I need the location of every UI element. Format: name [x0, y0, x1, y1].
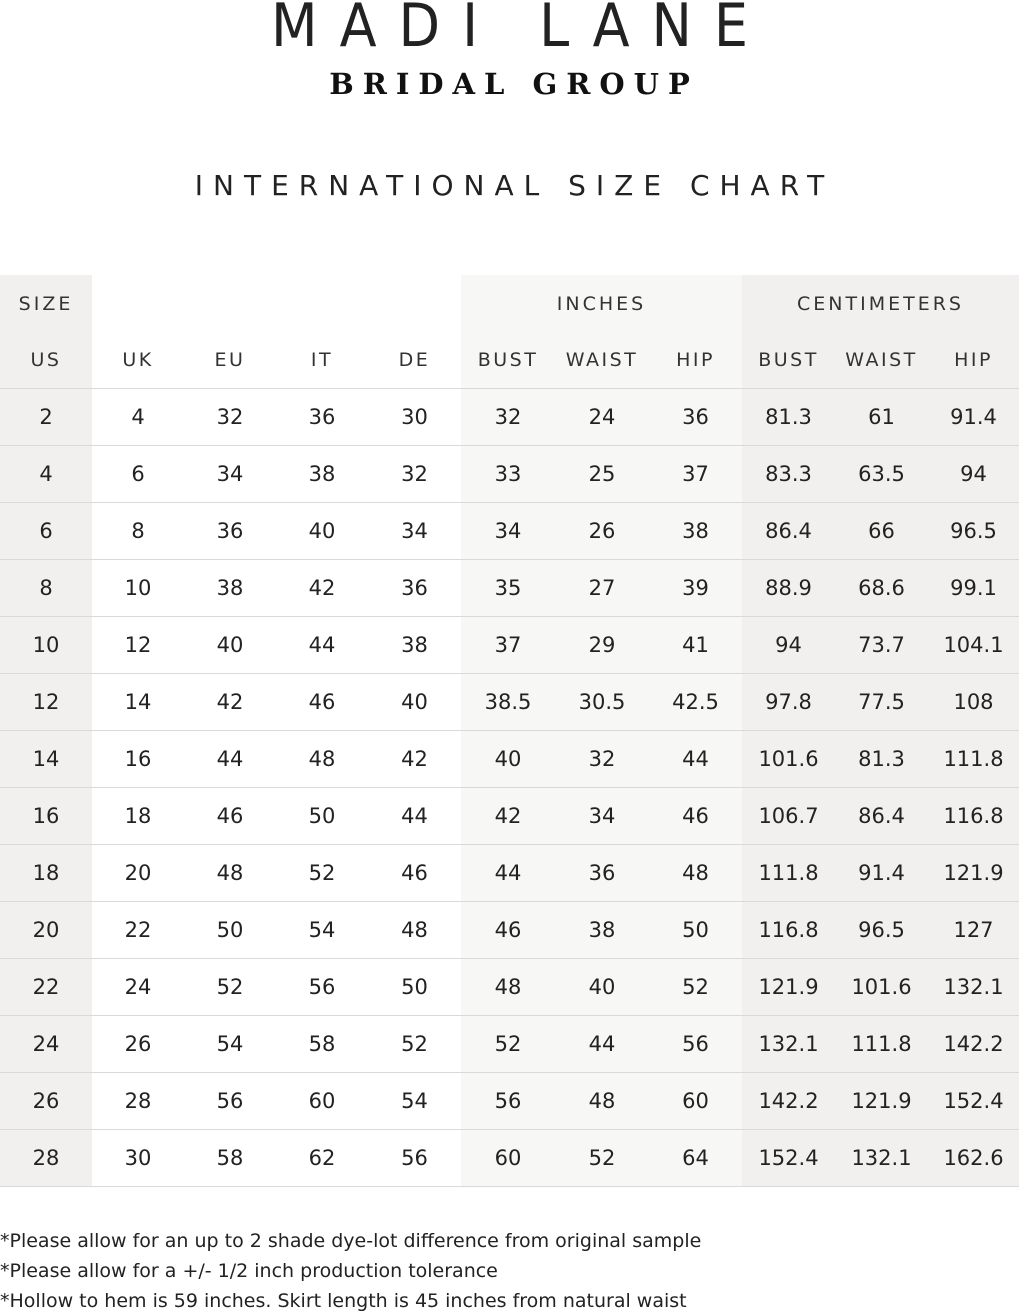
cell-bust-in: 33	[461, 446, 555, 503]
cell-us: 2	[0, 389, 92, 446]
cell-de: 38	[368, 617, 461, 674]
cell-de: 34	[368, 503, 461, 560]
cell-de: 30	[368, 389, 461, 446]
cell-bust-in: 38.5	[461, 674, 555, 731]
cell-de: 50	[368, 959, 461, 1016]
column-header-waist-in: WAIST	[555, 332, 649, 389]
group-header-size: SIZE	[0, 275, 92, 332]
table-row	[0, 731, 1019, 788]
cell-uk: 24	[92, 959, 184, 1016]
cell-hip-in: 39	[649, 560, 742, 617]
cell-eu: 50	[184, 902, 276, 959]
cell-waist-in: 30.5	[555, 674, 649, 731]
cell-bust-cm: 97.8	[742, 674, 835, 731]
cell-it: 62	[276, 1130, 368, 1187]
cell-waist-in: 29	[555, 617, 649, 674]
cell-uk: 6	[92, 446, 184, 503]
cell-it: 38	[276, 446, 368, 503]
cell-de: 48	[368, 902, 461, 959]
group-header-blank	[92, 275, 461, 332]
table-row	[0, 446, 1019, 503]
cell-hip-in: 64	[649, 1130, 742, 1187]
cell-waist-in: 32	[555, 731, 649, 788]
cell-hip-cm: 152.4	[928, 1073, 1019, 1130]
cell-us: 4	[0, 446, 92, 503]
cell-hip-in: 36	[649, 389, 742, 446]
cell-it: 56	[276, 959, 368, 1016]
cell-uk: 22	[92, 902, 184, 959]
cell-bust-in: 46	[461, 902, 555, 959]
cell-de: 32	[368, 446, 461, 503]
cell-us: 8	[0, 560, 92, 617]
cell-waist-cm: 101.6	[835, 959, 928, 1016]
cell-hip-cm: 111.8	[928, 731, 1019, 788]
cell-waist-in: 40	[555, 959, 649, 1016]
cell-waist-cm: 68.6	[835, 560, 928, 617]
cell-eu: 40	[184, 617, 276, 674]
cell-it: 42	[276, 560, 368, 617]
column-header-bust-in: BUST	[461, 332, 555, 389]
cell-bust-in: 35	[461, 560, 555, 617]
footnotes	[0, 1226, 1019, 1316]
cell-waist-in: 52	[555, 1130, 649, 1187]
cell-waist-in: 34	[555, 788, 649, 845]
cell-waist-cm: 77.5	[835, 674, 928, 731]
cell-waist-cm: 61	[835, 389, 928, 446]
cell-bust-in: 48	[461, 959, 555, 1016]
cell-uk: 8	[92, 503, 184, 560]
table-row	[0, 1073, 1019, 1130]
table-row	[0, 1130, 1019, 1187]
cell-hip-cm: 99.1	[928, 560, 1019, 617]
cell-us: 28	[0, 1130, 92, 1187]
cell-hip-in: 48	[649, 845, 742, 902]
table-row	[0, 788, 1019, 845]
column-header-hip-in: HIP	[649, 332, 742, 389]
cell-hip-in: 38	[649, 503, 742, 560]
cell-bust-cm: 106.7	[742, 788, 835, 845]
cell-de: 40	[368, 674, 461, 731]
cell-it: 48	[276, 731, 368, 788]
cell-bust-cm: 121.9	[742, 959, 835, 1016]
cell-waist-cm: 96.5	[835, 902, 928, 959]
cell-it: 52	[276, 845, 368, 902]
cell-hip-cm: 108	[928, 674, 1019, 731]
cell-bust-cm: 101.6	[742, 731, 835, 788]
cell-de: 54	[368, 1073, 461, 1130]
cell-eu: 48	[184, 845, 276, 902]
cell-eu: 58	[184, 1130, 276, 1187]
cell-waist-cm: 132.1	[835, 1130, 928, 1187]
cell-waist-in: 48	[555, 1073, 649, 1130]
group-header-row	[0, 275, 1019, 332]
cell-waist-cm: 73.7	[835, 617, 928, 674]
cell-bust-in: 32	[461, 389, 555, 446]
brand-subtitle: BRIDAL GROUP	[329, 67, 699, 101]
cell-it: 40	[276, 503, 368, 560]
table-row	[0, 902, 1019, 959]
brand-name: MADI LANE	[271, 0, 770, 61]
cell-hip-in: 56	[649, 1016, 742, 1073]
cell-waist-in: 27	[555, 560, 649, 617]
cell-uk: 16	[92, 731, 184, 788]
cell-bust-in: 34	[461, 503, 555, 560]
cell-eu: 42	[184, 674, 276, 731]
cell-de: 52	[368, 1016, 461, 1073]
group-header-centimeters: CENTIMETERS	[742, 275, 1019, 332]
cell-waist-cm: 86.4	[835, 788, 928, 845]
cell-eu: 38	[184, 560, 276, 617]
cell-waist-in: 36	[555, 845, 649, 902]
cell-us: 14	[0, 731, 92, 788]
table-row	[0, 503, 1019, 560]
table-row	[0, 560, 1019, 617]
cell-hip-cm: 94	[928, 446, 1019, 503]
cell-hip-in: 52	[649, 959, 742, 1016]
cell-us: 6	[0, 503, 92, 560]
page-title: INTERNATIONAL SIZE CHART	[194, 169, 835, 202]
cell-hip-cm: 132.1	[928, 959, 1019, 1016]
cell-us: 20	[0, 902, 92, 959]
cell-bust-in: 37	[461, 617, 555, 674]
table-row	[0, 389, 1019, 446]
cell-us: 22	[0, 959, 92, 1016]
cell-us: 26	[0, 1073, 92, 1130]
cell-hip-cm: 116.8	[928, 788, 1019, 845]
cell-uk: 28	[92, 1073, 184, 1130]
cell-waist-in: 38	[555, 902, 649, 959]
cell-it: 58	[276, 1016, 368, 1073]
cell-bust-in: 52	[461, 1016, 555, 1073]
cell-hip-cm: 127	[928, 902, 1019, 959]
cell-eu: 54	[184, 1016, 276, 1073]
column-header-hip-cm: HIP	[928, 332, 1019, 389]
cell-waist-in: 44	[555, 1016, 649, 1073]
cell-uk: 26	[92, 1016, 184, 1073]
cell-uk: 18	[92, 788, 184, 845]
cell-hip-cm: 162.6	[928, 1130, 1019, 1187]
column-header-waist-cm: WAIST	[835, 332, 928, 389]
cell-eu: 46	[184, 788, 276, 845]
cell-waist-cm: 111.8	[835, 1016, 928, 1073]
column-header-eu: EU	[184, 332, 276, 389]
cell-hip-in: 37	[649, 446, 742, 503]
cell-hip-cm: 96.5	[928, 503, 1019, 560]
column-header-uk: UK	[92, 332, 184, 389]
cell-bust-cm: 81.3	[742, 389, 835, 446]
cell-bust-in: 44	[461, 845, 555, 902]
cell-hip-in: 42.5	[649, 674, 742, 731]
cell-hip-in: 60	[649, 1073, 742, 1130]
cell-de: 44	[368, 788, 461, 845]
cell-de: 46	[368, 845, 461, 902]
cell-hip-in: 44	[649, 731, 742, 788]
cell-bust-in: 56	[461, 1073, 555, 1130]
cell-bust-in: 42	[461, 788, 555, 845]
cell-it: 50	[276, 788, 368, 845]
cell-uk: 20	[92, 845, 184, 902]
table-row	[0, 674, 1019, 731]
cell-us: 18	[0, 845, 92, 902]
cell-it: 54	[276, 902, 368, 959]
cell-bust-cm: 88.9	[742, 560, 835, 617]
cell-de: 36	[368, 560, 461, 617]
cell-uk: 30	[92, 1130, 184, 1187]
cell-de: 56	[368, 1130, 461, 1187]
column-header-de: DE	[368, 332, 461, 389]
cell-hip-cm: 104.1	[928, 617, 1019, 674]
cell-it: 44	[276, 617, 368, 674]
cell-hip-cm: 142.2	[928, 1016, 1019, 1073]
column-header-us: US	[0, 332, 92, 389]
cell-eu: 32	[184, 389, 276, 446]
cell-bust-cm: 111.8	[742, 845, 835, 902]
cell-bust-cm: 86.4	[742, 503, 835, 560]
cell-waist-in: 24	[555, 389, 649, 446]
cell-hip-cm: 121.9	[928, 845, 1019, 902]
cell-eu: 56	[184, 1073, 276, 1130]
cell-bust-in: 60	[461, 1130, 555, 1187]
table-row	[0, 959, 1019, 1016]
cell-bust-cm: 94	[742, 617, 835, 674]
cell-eu: 36	[184, 503, 276, 560]
cell-waist-cm: 81.3	[835, 731, 928, 788]
cell-bust-cm: 142.2	[742, 1073, 835, 1130]
cell-bust-cm: 132.1	[742, 1016, 835, 1073]
cell-hip-in: 50	[649, 902, 742, 959]
cell-bust-cm: 83.3	[742, 446, 835, 503]
cell-uk: 10	[92, 560, 184, 617]
cell-waist-cm: 66	[835, 503, 928, 560]
cell-it: 60	[276, 1073, 368, 1130]
table-row	[0, 1016, 1019, 1073]
cell-hip-in: 41	[649, 617, 742, 674]
table-body	[0, 389, 1019, 1187]
cell-us: 12	[0, 674, 92, 731]
cell-waist-cm: 63.5	[835, 446, 928, 503]
cell-bust-in: 40	[461, 731, 555, 788]
table-row	[0, 617, 1019, 674]
footnote: *Please allow for an up to 2 shade dye-lot difference from original sample	[0, 1230, 702, 1252]
cell-uk: 14	[92, 674, 184, 731]
size-chart-table	[0, 275, 1019, 1187]
cell-eu: 52	[184, 959, 276, 1016]
column-header-it: IT	[276, 332, 368, 389]
cell-waist-in: 25	[555, 446, 649, 503]
cell-us: 24	[0, 1016, 92, 1073]
cell-bust-cm: 152.4	[742, 1130, 835, 1187]
cell-uk: 4	[92, 389, 184, 446]
table-row	[0, 845, 1019, 902]
cell-us: 10	[0, 617, 92, 674]
column-header-bust-cm: BUST	[742, 332, 835, 389]
footnote: *Hollow to hem is 59 inches. Skirt length is 45 inches from natural waist	[0, 1290, 687, 1312]
cell-uk: 12	[92, 617, 184, 674]
cell-it: 46	[276, 674, 368, 731]
group-header-inches: INCHES	[461, 275, 742, 332]
footnote: *Please allow for a +/- 1/2 inch production tolerance	[0, 1260, 498, 1282]
cell-eu: 44	[184, 731, 276, 788]
cell-de: 42	[368, 731, 461, 788]
cell-waist-in: 26	[555, 503, 649, 560]
cell-waist-cm: 121.9	[835, 1073, 928, 1130]
cell-us: 16	[0, 788, 92, 845]
cell-waist-cm: 91.4	[835, 845, 928, 902]
cell-hip-in: 46	[649, 788, 742, 845]
cell-hip-cm: 91.4	[928, 389, 1019, 446]
cell-bust-cm: 116.8	[742, 902, 835, 959]
column-header-row	[0, 332, 1019, 389]
cell-it: 36	[276, 389, 368, 446]
cell-eu: 34	[184, 446, 276, 503]
